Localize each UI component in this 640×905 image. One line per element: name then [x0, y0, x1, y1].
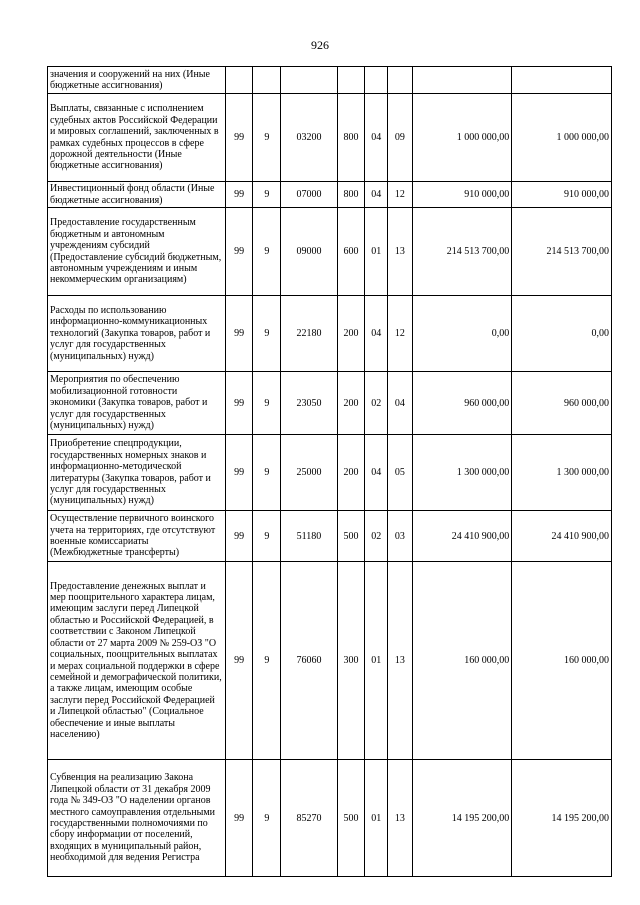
- direction-code: 07000: [281, 182, 338, 208]
- budget-table: [47, 66, 612, 877]
- amount-first: 960 000,00: [412, 372, 512, 435]
- table-row: [48, 760, 612, 877]
- direction-code: [281, 67, 338, 94]
- row-description: значения и сооружений на них (Иные бюджетные ассигнования): [48, 67, 226, 94]
- amount-first: [412, 67, 512, 94]
- expense-type-code: 800: [337, 182, 365, 208]
- amount-second: 960 000,00: [512, 372, 612, 435]
- subsection-code: 13: [388, 760, 413, 877]
- section-code: 02: [365, 372, 388, 435]
- amount-second: [512, 67, 612, 94]
- amount-second: 160 000,00: [512, 562, 612, 760]
- subprogram-code: 9: [253, 511, 281, 562]
- subsection-code: 09: [388, 94, 413, 182]
- section-code: 01: [365, 760, 388, 877]
- section-code: 04: [365, 435, 388, 511]
- amount-first: 1 000 000,00: [412, 94, 512, 182]
- subprogram-code: 9: [253, 208, 281, 296]
- subprogram-code: 9: [253, 760, 281, 877]
- amount-first: 160 000,00: [412, 562, 512, 760]
- direction-code: 03200: [281, 94, 338, 182]
- budget-table-body: [48, 67, 612, 877]
- amount-second: 0,00: [512, 296, 612, 372]
- expense-type-code: 600: [337, 208, 365, 296]
- section-code: [365, 67, 388, 94]
- expense-type-code: 300: [337, 562, 365, 760]
- program-code: 99: [225, 296, 253, 372]
- expense-type-code: 800: [337, 94, 365, 182]
- subsection-code: 05: [388, 435, 413, 511]
- table-row: [48, 67, 612, 94]
- subsection-code: 12: [388, 182, 413, 208]
- row-description: Предоставление денежных выплат и мер поощрительного характера лицам, имеющим заслуги перед Липецкой областью и Российской Федерацией, в соответствии с Законом Липецкой области от 27 марта 2009 № 259-ОЗ "О социальных, поощрительных выплатах и мерах социальной поддержки в сфере семейной и демографической политики, а также лицам, имеющим особые заслуги перед Российской Федерацией и Липецкой областью" (Социальное обеспечение и иные выплаты населению): [48, 562, 226, 760]
- amount-first: 0,00: [412, 296, 512, 372]
- direction-code: 22180: [281, 296, 338, 372]
- section-code: 01: [365, 208, 388, 296]
- subsection-code: 04: [388, 372, 413, 435]
- subprogram-code: 9: [253, 182, 281, 208]
- page-number: 926: [311, 38, 329, 52]
- section-code: 04: [365, 94, 388, 182]
- expense-type-code: [337, 67, 365, 94]
- direction-code: 23050: [281, 372, 338, 435]
- table-row: [48, 562, 612, 760]
- subprogram-code: 9: [253, 372, 281, 435]
- amount-second: 214 513 700,00: [512, 208, 612, 296]
- table-row: [48, 296, 612, 372]
- subsection-code: 13: [388, 562, 413, 760]
- section-code: 04: [365, 182, 388, 208]
- subprogram-code: 9: [253, 435, 281, 511]
- subprogram-code: [253, 67, 281, 94]
- program-code: 99: [225, 562, 253, 760]
- table-row: [48, 372, 612, 435]
- direction-code: 76060: [281, 562, 338, 760]
- section-code: 02: [365, 511, 388, 562]
- expense-type-code: 500: [337, 760, 365, 877]
- program-code: 99: [225, 372, 253, 435]
- amount-first: 14 195 200,00: [412, 760, 512, 877]
- row-description: Расходы по использованию информационно-коммуникационных технологий (Закупка товаров, работ и услуг для государственных (муниципальных) нужд): [48, 296, 226, 372]
- direction-code: 25000: [281, 435, 338, 511]
- subprogram-code: 9: [253, 562, 281, 760]
- row-description: Осуществление первичного воинского учета на территориях, где отсутствуют военные комиссариаты (Межбюджетные трансферты): [48, 511, 226, 562]
- direction-code: 85270: [281, 760, 338, 877]
- subsection-code: 13: [388, 208, 413, 296]
- table-row: [48, 435, 612, 511]
- table-row: [48, 208, 612, 296]
- program-code: 99: [225, 511, 253, 562]
- program-code: 99: [225, 760, 253, 877]
- program-code: 99: [225, 208, 253, 296]
- amount-second: 910 000,00: [512, 182, 612, 208]
- amount-first: 1 300 000,00: [412, 435, 512, 511]
- subsection-code: [388, 67, 413, 94]
- expense-type-code: 200: [337, 435, 365, 511]
- subsection-code: 12: [388, 296, 413, 372]
- section-code: 04: [365, 296, 388, 372]
- subprogram-code: 9: [253, 94, 281, 182]
- row-description: Субвенция на реализацию Закона Липецкой области от 31 декабря 2009 года № 349-ОЗ "О наделении органов местного самоуправления отдельными государственными полномочиями по сбору информации от поселений, входящих в муниципальный район, необходимой для ведения Регистра: [48, 760, 226, 877]
- direction-code: 09000: [281, 208, 338, 296]
- table-row: [48, 511, 612, 562]
- amount-second: 1 000 000,00: [512, 94, 612, 182]
- subsection-code: 03: [388, 511, 413, 562]
- program-code: 99: [225, 94, 253, 182]
- amount-second: 24 410 900,00: [512, 511, 612, 562]
- amount-second: 14 195 200,00: [512, 760, 612, 877]
- table-row: [48, 182, 612, 208]
- direction-code: 51180: [281, 511, 338, 562]
- row-description: Предоставление государственным бюджетным и автономным учреждениям субсидий (Предоставление субсидий бюджетным, автономным учреждениям и иным некоммерческим организациям): [48, 208, 226, 296]
- subprogram-code: 9: [253, 296, 281, 372]
- row-description: Выплаты, связанные с исполнением судебных актов Российской Федерации и мировых соглашений, заключенных в рамках судебных процессов в сфере дорожной деятельности (Иные бюджетные ассигнования): [48, 94, 226, 182]
- table-row: [48, 94, 612, 182]
- program-code: 99: [225, 182, 253, 208]
- expense-type-code: 200: [337, 372, 365, 435]
- amount-second: 1 300 000,00: [512, 435, 612, 511]
- expense-type-code: 200: [337, 296, 365, 372]
- program-code: [225, 67, 253, 94]
- row-description: Инвестиционный фонд области (Иные бюджетные ассигнования): [48, 182, 226, 208]
- program-code: 99: [225, 435, 253, 511]
- amount-first: 214 513 700,00: [412, 208, 512, 296]
- expense-type-code: 500: [337, 511, 365, 562]
- row-description: Мероприятия по обеспечению мобилизационной готовности экономики (Закупка товаров, работ и услуг для государственных (муниципальных) нужд): [48, 372, 226, 435]
- row-description: Приобретение спецпродукции, государственных номерных знаков и информационно-методической литературы (Закупка товаров, работ и услуг для государственных (муниципальных) нужд): [48, 435, 226, 511]
- amount-first: 910 000,00: [412, 182, 512, 208]
- section-code: 01: [365, 562, 388, 760]
- amount-first: 24 410 900,00: [412, 511, 512, 562]
